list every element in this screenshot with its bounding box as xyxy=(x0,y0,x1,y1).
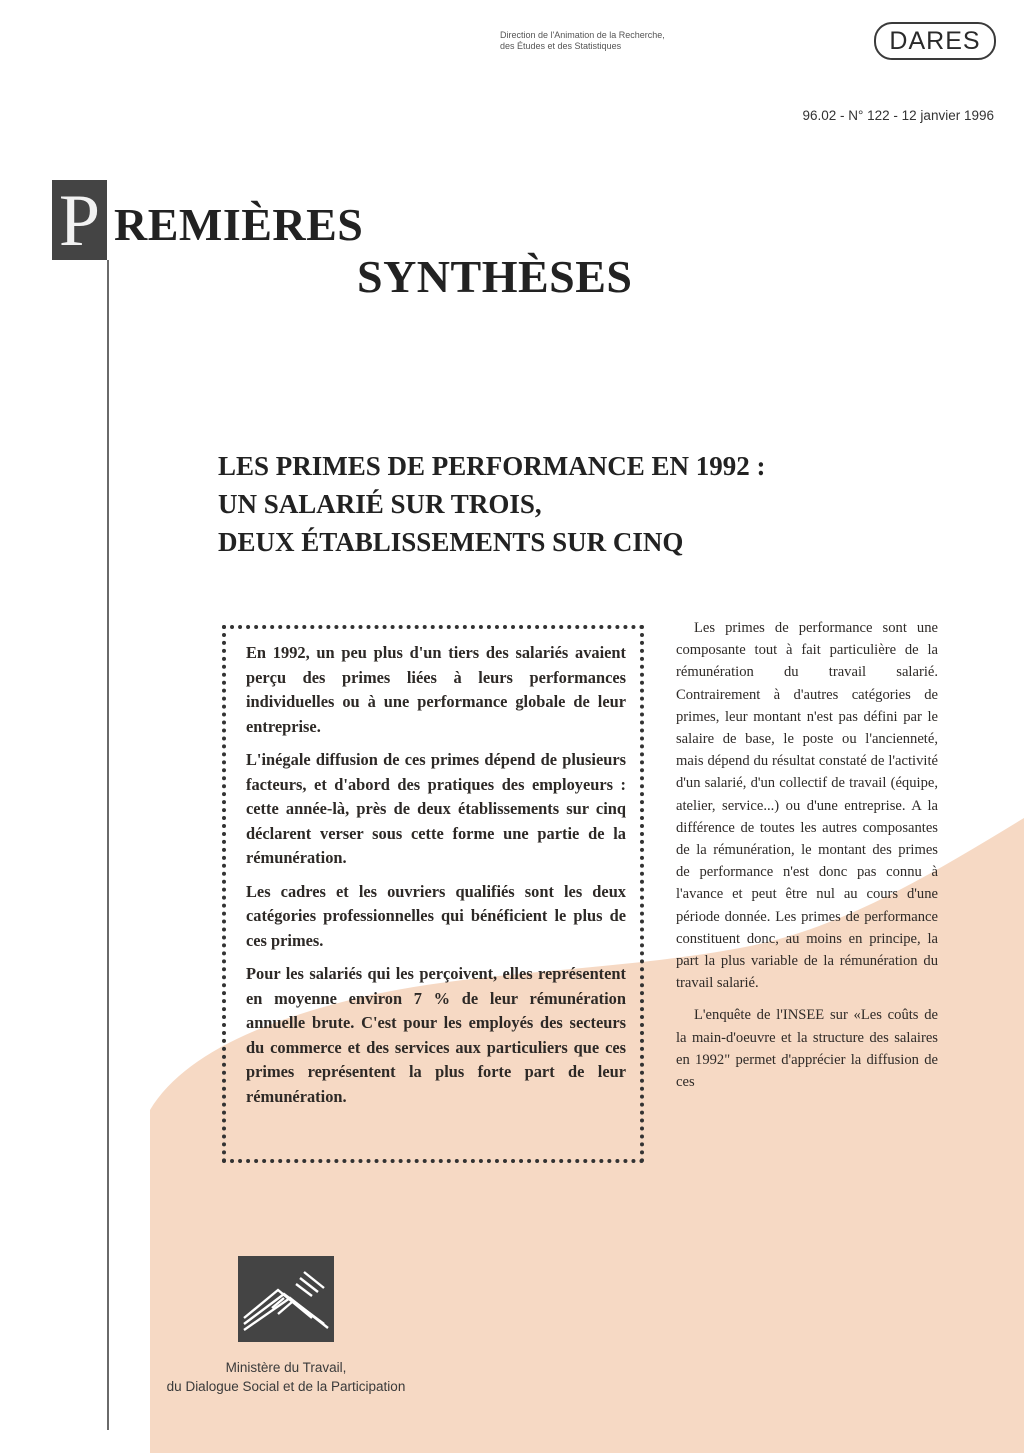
agency-line-2: des Études et des Statistiques xyxy=(500,41,622,51)
summary-box xyxy=(222,625,644,1163)
summary-paragraph: En 1992, un peu plus d'un tiers des salariés avaient perçu des primes liées à leurs performances individuelles ou à une performance globale de leur entreprise. xyxy=(246,643,626,736)
agency-line-1: Direction de l'Animation de la Recherche, xyxy=(500,30,665,40)
masthead-line-2: SYNTHÈSES xyxy=(357,251,633,302)
masthead-initial: P xyxy=(58,180,101,262)
title-line-2: UN SALARIÉ SUR TROIS, xyxy=(218,489,542,519)
masthead-vertical-rule xyxy=(107,260,109,1430)
title-line-3: DEUX ÉTABLISSEMENTS SUR CINQ xyxy=(218,527,684,557)
summary-paragraph: L'inégale diffusion de ces primes dépend de plusieurs facteurs, et d'abord des pratiques des employeurs : cette année-là, près de deux établissements sur cinq déclarent verser sous cette forme une partie de la rémunération. xyxy=(246,750,626,867)
body-paragraph: Les primes de performance sont une composante tout à fait particulière de la rémunération du travail salarié. Contrairement à d'autres catégories de primes, leur montant n'est pas défini par le salaire de base, le poste ou l'ancienneté, mais dépend du résultat constaté de l'activité d'un salarié, d'un collectif de travail (équipe, atelier, service...) ou d'une entreprise. A la différence de toutes les autres composantes de la rémunération, le montant des primes de performance n'est donc pas connu à l'avance et peut être nul au cours d'une période donnée. Les primes de performance constituent donc, au moins en principe, la part la plus variable de la rémunération du travail salarié. xyxy=(676,620,938,992)
ministry-line-1: Ministère du Travail, xyxy=(225,1360,347,1375)
summary-paragraph: Les cadres et les ouvriers qualifiés sont les deux catégories professionnelles qui bénéficient le plus de ces primes. xyxy=(246,881,626,950)
page-title xyxy=(218,447,878,561)
ministry-logo xyxy=(238,1256,334,1342)
body-paragraph: L'enquête de l'INSEE sur «Les coûts de la main-d'oeuvre et la structure des salaires en 1992" permet d'apprécier la diffusion de ces xyxy=(676,1007,938,1091)
title-line-1: LES PRIMES DE PERFORMANCE EN 1992 : xyxy=(218,451,766,481)
ministry-line-2: du Dialogue Social et de la Participation xyxy=(166,1379,406,1394)
issue-info: 96.02 - N° 122 - 12 janvier 1996 xyxy=(802,108,994,123)
body-column xyxy=(676,617,938,1103)
dares-logo: DARES xyxy=(874,22,996,60)
agency-name xyxy=(500,30,770,52)
summary-paragraph: Pour les salariés qui les perçoivent, elles représentent en moyenne environ 7 % de leur rémunération annuelle brute. C'est pour les employés des secteurs du commerce et des services aux particuliers que ces primes représentent la plus forte part de leur rémunération. xyxy=(246,964,626,1106)
ministry-name xyxy=(140,1358,432,1396)
masthead-line-1: REMIÈRES xyxy=(114,199,364,250)
